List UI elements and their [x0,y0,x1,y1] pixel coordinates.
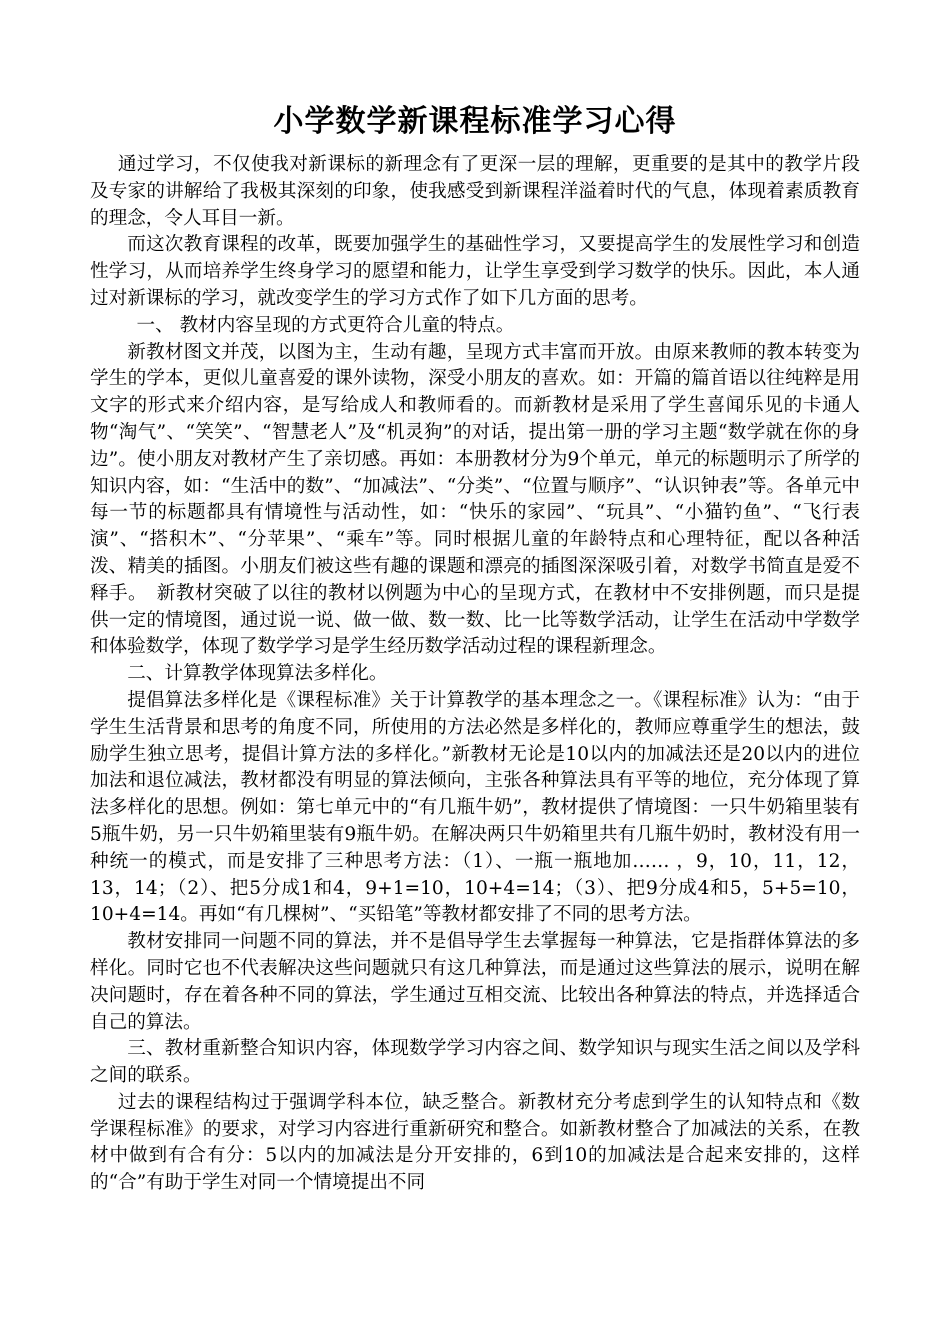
paragraph-intro: 通过学习，不仅使我对新课标的新理念有了更深一层的理解，更重要的是其中的教学片段及专家的讲解给了我极其深刻的印象，使我感受到新课程洋溢着时代的气息，体现着素质教育的理念，令人耳目一新。 [90,154,860,229]
paragraph-reform: 而这次教育课程的改革，既要加强学生的基础性学习，又要提高学生的发展性学习和创造性学习，从而培养学生终身学习的愿望和能力，让学生享受到学习数学的快乐。因此，本人通过对新课标的学习，就改变学生的学习方式作了如下几方面的思考。 [90,234,860,309]
paragraph-section-1: 新教材图文并茂，以图为主，生动有趣，呈现方式丰富而开放。由原来教师的教本转变为学生的学本，更似儿童喜爱的课外读物，深受小朋友的喜欢。如：开篇的篇首语以往纯粹是用文字的形式来介绍内容，是写给成人和教师看的。而新教材是采用了学生喜闻乐见的卡通人物“淘气”、“笑笑”、“智慧老人”及“机灵狗”的对话，提出第一册的学习主题“数学就在你的身边”。使小朋友对教材产生了亲切感。再如：本册教材分为9个单元，单元的标题明示了所学的知识内容，如：“生活中的数”、“加减法”、“分类”、“位置与顺序”、“认识钟表”等。各单元中每一节的标题都具有情境性与活动性，如：“快乐的家园”、“玩具”、“小猫钓鱼”、“飞行表演”、“搭积木”、“分苹果”、“乘车”等。同时根据儿童的年龄特点和心理特征，配以各种活泼、精美的插图。小朋友们被这些有趣的课题和漂亮的插图深深吸引着，对数学书简直是爱不释手。 新教材突破了以往的教材以例题为中心的呈现方式，在教材中不安排例题，而只是提供一定的情境图，通过说一说、做一做、数一数、比一比等数学活动，让学生在活动中学数学和体验数学，体现了数学学习是学生经历数学活动过程的课程新理念。 [90,341,860,658]
section-heading-1: 一、 教材内容呈现的方式更符合儿童的特点。 [136,314,515,336]
paragraph-section-3: 过去的课程结构过于强调学科本位，缺乏整合。新教材充分考虑到学生的认知特点和《数学课程标准》的要求，对学习内容进行重新研究和整合。如新教材整合了加减法的关系，在教材中做到有合有分：5以内的加减法是分开安排的，6到10的加减法是合起来安排的，这样的“合”有助于学生对同一个情境提出不同 [90,1091,860,1194]
document-title: 小学数学新课程标准学习心得 [273,104,677,139]
paragraph-section-2-continued: 教材安排同一问题不同的算法，并不是倡导学生去掌握每一种算法，它是指群体算法的多样化。同时它也不代表解决这些问题就只有这几种算法，而是通过这些算法的展示，说明在解决问题时，存在着各种不同的算法，学生通过互相交流、比较出各种算法的特点，并选择适合自己的算法。 [90,931,860,1033]
document-page [90,96,860,1197]
section-heading-2: 二、计算教学体现算法多样化。 [127,663,388,685]
paragraph-section-2: 提倡算法多样化是《课程标准》关于计算教学的基本理念之一。《课程标准》认为：“由于学生生活背景和思考的角度不同，所使用的方法必然是多样化的，教师应尊重学生的想法，鼓励学生独立思考，提倡计算方法的多样化。”新教材无论是10以内的加减法还是20以内的进位加法和退位减法，教材都没有明显的算法倾向，主张各种算法具有平等的地位，充分体现了算法多样化的思想。例如：第七单元中的“有几瓶牛奶”，教材提供了情境图：一只牛奶箱里装有5瓶牛奶，另一只牛奶箱里装有9瓶牛奶。在解决两只牛奶箱里共有几瓶牛奶时，教材没有用一种统一的模式，而是安排了三种思考方法：（1）、一瓶一瓶地加…… ，9，10，11，12，13，14；（2）、把5分成1和4，9+1=10，10+4=14；（3）、把9分成4和5，5+5=10，10+4=14。再如“有几棵树”、“买铅笔”等教材都安排了不同的思考方法。 [90,689,860,926]
section-heading-3: 三、教材重新整合知识内容，体现数学学习内容之间、数学知识与现实生活之间以及学科之间的联系。 [90,1038,860,1087]
